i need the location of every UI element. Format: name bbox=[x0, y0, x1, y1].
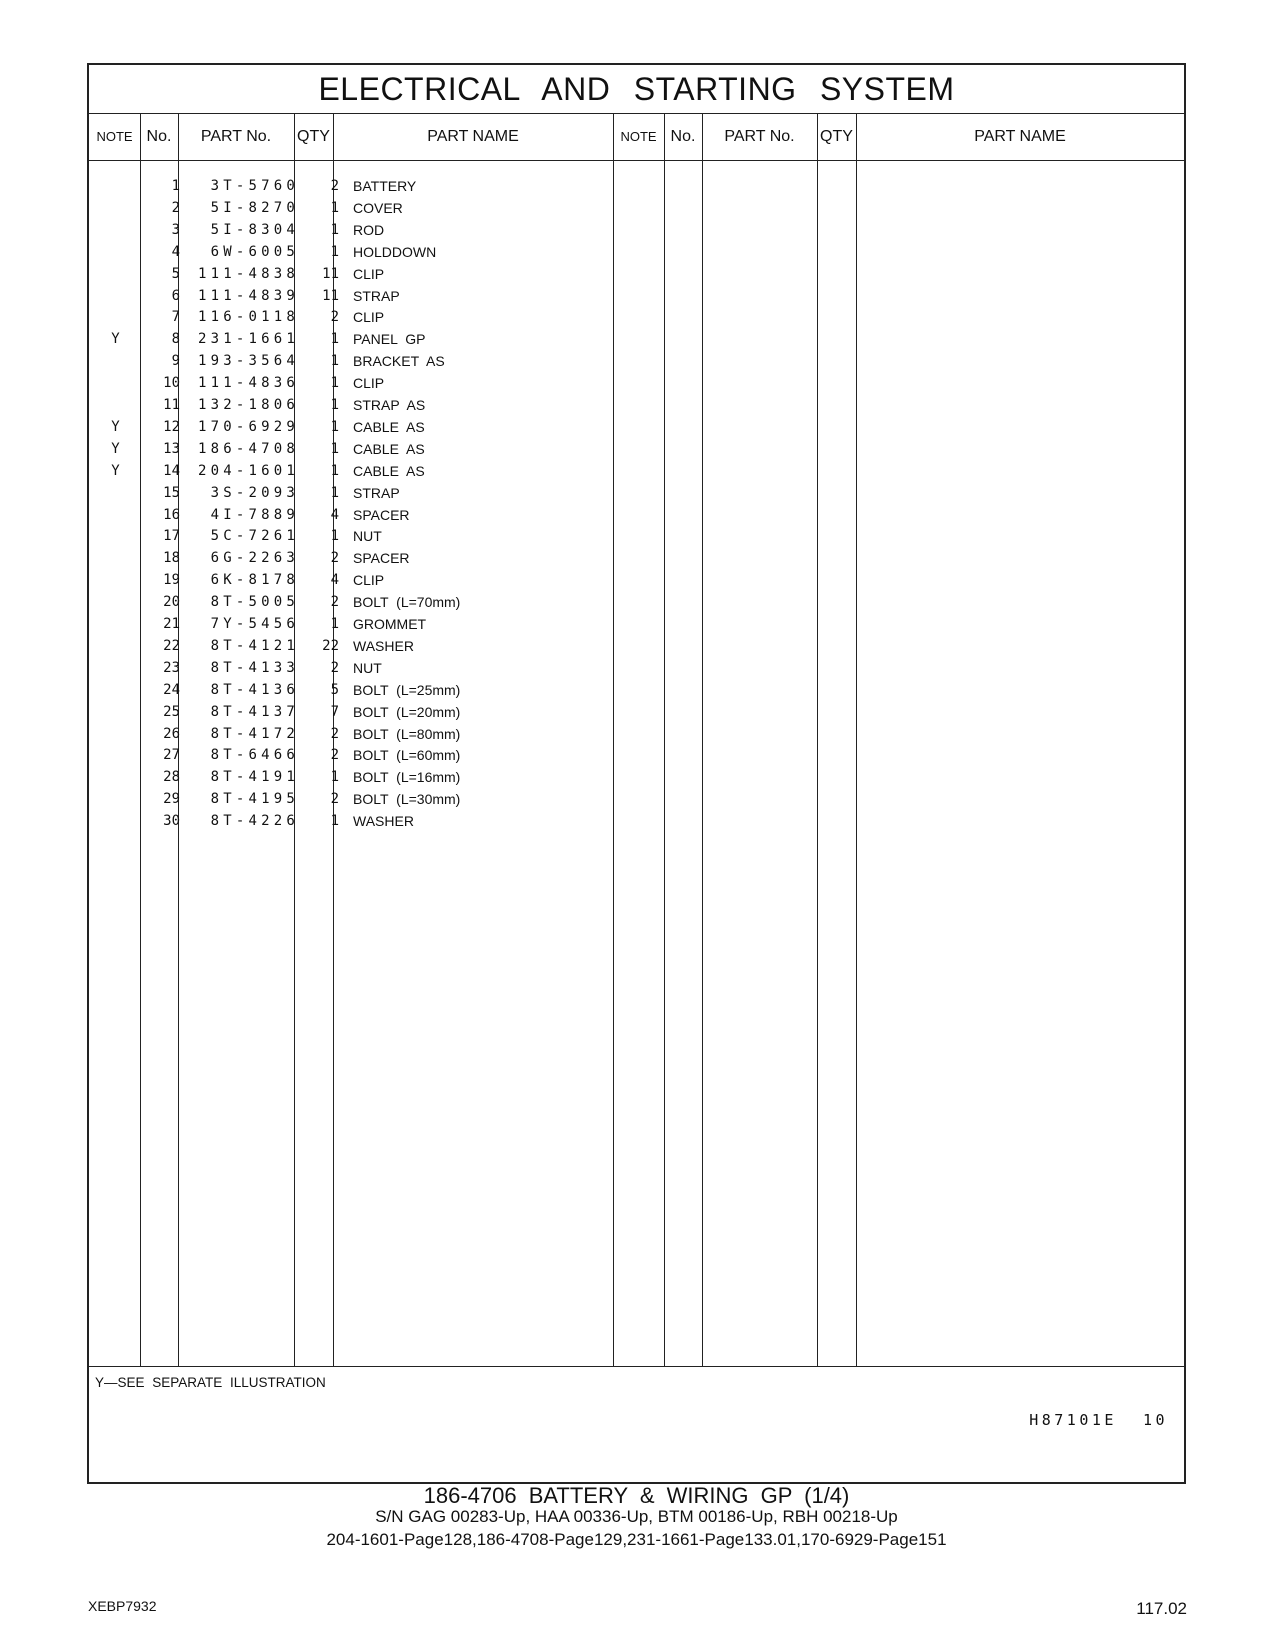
item-number-cell: 4 bbox=[171, 243, 180, 260]
quantity-cell: 4 bbox=[330, 572, 339, 589]
part-number-cell: 8T-4191 bbox=[210, 769, 299, 786]
item-number-cell: 24 bbox=[163, 681, 180, 698]
part-number-cell: 8T-4195 bbox=[210, 791, 299, 808]
note-cell: Y bbox=[111, 418, 120, 435]
part-number-cell: 3S-2093 bbox=[210, 484, 299, 501]
part-name-cell: PANEL GP bbox=[353, 331, 426, 348]
header-note-right: NOTE bbox=[620, 129, 657, 144]
header-part-name: PART NAME bbox=[427, 128, 519, 145]
table-row bbox=[89, 701, 1184, 724]
item-number-cell: 13 bbox=[163, 440, 180, 457]
quantity-cell: 11 bbox=[322, 265, 339, 282]
quantity-cell: 2 bbox=[330, 309, 339, 326]
part-number-cell: 8T-4226 bbox=[210, 813, 299, 830]
part-name-cell: SPACER bbox=[353, 506, 410, 523]
table-row bbox=[89, 525, 1184, 548]
table-row bbox=[89, 350, 1184, 373]
table-row bbox=[89, 657, 1184, 680]
part-name-cell: BOLT (L=80mm) bbox=[353, 725, 461, 742]
part-number-cell: 6G-2263 bbox=[210, 550, 299, 567]
document-id: XEBP7932 bbox=[88, 1598, 157, 1614]
item-number-cell: 20 bbox=[163, 594, 180, 611]
part-name-cell: CLIP bbox=[353, 572, 385, 589]
group-caption: 186-4706 BATTERY & WIRING GP (1/4) bbox=[423, 1483, 850, 1508]
table-row bbox=[89, 547, 1184, 570]
quantity-cell: 1 bbox=[330, 440, 339, 457]
table-row bbox=[89, 504, 1184, 527]
quantity-cell: 1 bbox=[330, 462, 339, 479]
part-number-cell: 132-1806 bbox=[197, 397, 299, 413]
item-number-cell: 23 bbox=[163, 659, 180, 676]
part-name-cell: COVER bbox=[353, 199, 403, 216]
item-number-cell: 11 bbox=[163, 397, 180, 413]
part-number-cell: 111-4836 bbox=[197, 375, 299, 392]
quantity-cell: 11 bbox=[322, 287, 339, 304]
item-number-cell: 19 bbox=[163, 572, 180, 589]
serial-range: S/N GAG 00283-Up, HAA 00336-Up, BTM 00186-Up, RBH 00218-Up bbox=[375, 1507, 898, 1526]
part-number-cell: 186-4708 bbox=[197, 440, 299, 457]
item-number-cell: 30 bbox=[163, 813, 180, 830]
part-number-cell: 8T-4121 bbox=[210, 637, 299, 654]
item-number-cell: 14 bbox=[163, 462, 180, 479]
part-name-cell: BOLT (L=16mm) bbox=[353, 769, 461, 786]
part-name-cell: CABLE AS bbox=[353, 440, 425, 457]
part-number-cell: 116-0118 bbox=[197, 309, 299, 326]
quantity-cell: 2 bbox=[330, 725, 339, 742]
part-name-cell: WASHER bbox=[353, 813, 414, 830]
quantity-cell: 1 bbox=[330, 769, 339, 786]
item-number-cell: 2 bbox=[171, 199, 180, 216]
table-row bbox=[89, 285, 1184, 308]
part-number-cell: 8T-4133 bbox=[210, 659, 299, 676]
quantity-cell: 1 bbox=[330, 397, 339, 413]
part-number-cell: 8T-6466 bbox=[210, 747, 299, 764]
part-name-cell: NUT bbox=[353, 659, 382, 676]
header-note: NOTE bbox=[96, 129, 133, 144]
quantity-cell: 1 bbox=[330, 221, 339, 238]
table-row bbox=[89, 306, 1184, 329]
header-part-no: PART No. bbox=[200, 128, 272, 145]
quantity-cell: 1 bbox=[330, 243, 339, 260]
quantity-cell: 1 bbox=[330, 375, 339, 392]
item-number-cell: 22 bbox=[163, 637, 180, 654]
note-cell: Y bbox=[111, 462, 120, 479]
illustration-page: 10 bbox=[1142, 1411, 1168, 1429]
note-cell: Y bbox=[111, 331, 120, 348]
table-row bbox=[89, 438, 1184, 461]
table-row bbox=[89, 679, 1184, 702]
table-row bbox=[89, 569, 1184, 592]
part-number-cell: 3T-5760 bbox=[210, 178, 299, 194]
item-number-cell: 29 bbox=[163, 791, 180, 808]
part-number-cell: 5I-8304 bbox=[210, 221, 299, 238]
item-number-cell: 6 bbox=[171, 287, 180, 304]
table-row bbox=[89, 328, 1184, 351]
item-number-cell: 12 bbox=[163, 418, 180, 435]
part-number-cell: 231-1661 bbox=[197, 331, 299, 348]
illustration-code: H87101E bbox=[1029, 1411, 1117, 1429]
item-number-cell: 15 bbox=[163, 484, 180, 501]
part-number-cell: 6K-8178 bbox=[210, 572, 299, 589]
part-name-cell: CABLE AS bbox=[353, 418, 425, 435]
part-number-cell: 111-4838 bbox=[197, 265, 299, 282]
header-no: No. bbox=[146, 128, 172, 145]
quantity-cell: 1 bbox=[330, 484, 339, 501]
quantity-cell: 4 bbox=[330, 506, 339, 523]
table-row bbox=[89, 635, 1184, 658]
quantity-cell: 1 bbox=[330, 418, 339, 435]
part-name-cell: BOLT (L=20mm) bbox=[353, 703, 461, 720]
table-row bbox=[89, 482, 1184, 505]
part-number-cell: 6W-6005 bbox=[210, 243, 299, 260]
item-number-cell: 8 bbox=[171, 331, 180, 348]
quantity-cell: 2 bbox=[330, 178, 339, 194]
table-row bbox=[89, 175, 1184, 198]
quantity-cell: 1 bbox=[330, 331, 339, 348]
page-number: 117.02 bbox=[1136, 1599, 1187, 1618]
header-qty-right: QTY bbox=[820, 128, 853, 145]
item-number-cell: 17 bbox=[163, 528, 180, 545]
quantity-cell: 22 bbox=[322, 637, 339, 654]
quantity-cell: 2 bbox=[330, 747, 339, 764]
page-references: 204-1601-Page128,186-4708-Page129,231-1661-Page133.01,170-6929-Page151 bbox=[326, 1530, 947, 1549]
part-number-cell: 8T-5005 bbox=[210, 594, 299, 611]
page-title: ELECTRICAL AND STARTING SYSTEM bbox=[89, 65, 1184, 114]
item-number-cell: 27 bbox=[163, 747, 180, 764]
part-name-cell: BOLT (L=30mm) bbox=[353, 791, 461, 808]
quantity-cell: 2 bbox=[330, 594, 339, 611]
part-name-cell: BOLT (L=60mm) bbox=[353, 747, 461, 764]
item-number-cell: 26 bbox=[163, 725, 180, 742]
item-number-cell: 18 bbox=[163, 550, 180, 567]
part-name-cell: BRACKET AS bbox=[353, 353, 445, 370]
item-number-cell: 9 bbox=[171, 353, 180, 370]
header-qty: QTY bbox=[297, 128, 330, 145]
part-number-cell: 8T-4172 bbox=[210, 725, 299, 742]
table-row bbox=[89, 263, 1184, 286]
item-number-cell: 7 bbox=[171, 309, 180, 326]
part-name-cell: GROMMET bbox=[353, 616, 427, 632]
part-number-cell: 5I-8270 bbox=[210, 199, 299, 216]
quantity-cell: 2 bbox=[330, 659, 339, 676]
quantity-cell: 2 bbox=[330, 550, 339, 567]
table-row bbox=[89, 723, 1184, 746]
quantity-cell: 1 bbox=[330, 616, 339, 632]
part-name-cell: BATTERY bbox=[353, 178, 417, 194]
part-name-cell: ROD bbox=[353, 221, 385, 238]
header-part-no-right: PART No. bbox=[724, 128, 795, 145]
part-number-cell: 111-4839 bbox=[197, 287, 299, 304]
quantity-cell: 1 bbox=[330, 199, 339, 216]
part-name-cell: CABLE AS bbox=[353, 462, 425, 479]
quantity-cell: 7 bbox=[330, 703, 339, 720]
table-row bbox=[89, 241, 1184, 264]
item-number-cell: 10 bbox=[163, 375, 180, 392]
header-no-right: No. bbox=[670, 128, 696, 145]
table-row bbox=[89, 416, 1184, 439]
table-row bbox=[89, 591, 1184, 614]
item-number-cell: 3 bbox=[171, 221, 180, 238]
part-name-cell: STRAP bbox=[353, 484, 400, 501]
notes-area bbox=[89, 1366, 1184, 1485]
part-number-cell: 8T-4136 bbox=[210, 681, 299, 698]
part-name-cell: SPACER bbox=[353, 550, 410, 567]
item-number-cell: 25 bbox=[163, 703, 180, 720]
item-number-cell: 16 bbox=[163, 506, 180, 523]
table-row bbox=[89, 788, 1184, 811]
header-part-name-right: PART NAME bbox=[974, 128, 1066, 145]
part-number-cell: 4I-7889 bbox=[210, 506, 299, 523]
quantity-cell: 5 bbox=[330, 681, 339, 698]
table-row bbox=[89, 394, 1184, 417]
item-number-cell: 21 bbox=[163, 616, 180, 632]
part-number-cell: 5C-7261 bbox=[210, 528, 299, 545]
part-name-cell: BOLT (L=25mm) bbox=[353, 681, 461, 698]
part-name-cell: CLIP bbox=[353, 265, 385, 282]
part-name-cell: STRAP AS bbox=[353, 397, 426, 413]
table-row bbox=[89, 613, 1184, 636]
part-name-cell: STRAP bbox=[353, 287, 400, 304]
quantity-cell: 1 bbox=[330, 813, 339, 830]
part-number-cell: 7Y-5456 bbox=[210, 616, 299, 632]
item-number-cell: 1 bbox=[171, 178, 180, 194]
part-name-cell: HOLDDOWN bbox=[353, 243, 437, 260]
illustration-reference bbox=[1029, 1411, 1168, 1429]
part-name-cell: CLIP bbox=[353, 375, 385, 392]
table-row bbox=[89, 766, 1184, 789]
part-number-cell: 193-3564 bbox=[197, 353, 299, 370]
part-number-cell: 170-6929 bbox=[197, 418, 299, 435]
part-number-cell: 8T-4137 bbox=[210, 703, 299, 720]
table-row bbox=[89, 460, 1184, 483]
quantity-cell: 1 bbox=[330, 353, 339, 370]
item-number-cell: 28 bbox=[163, 769, 180, 786]
quantity-cell: 1 bbox=[330, 528, 339, 545]
legend-note: Y—SEE SEPARATE ILLUSTRATION bbox=[95, 1375, 326, 1390]
table-row bbox=[89, 744, 1184, 767]
quantity-cell: 2 bbox=[330, 791, 339, 808]
parts-table-body bbox=[89, 160, 1184, 1366]
part-name-cell: BOLT (L=70mm) bbox=[353, 594, 461, 611]
part-name-cell: NUT bbox=[353, 528, 382, 545]
note-cell: Y bbox=[111, 440, 120, 457]
part-name-cell: CLIP bbox=[353, 309, 385, 326]
part-name-cell: WASHER bbox=[353, 637, 414, 654]
parts-list-frame bbox=[87, 63, 1186, 1484]
part-number-cell: 204-1601 bbox=[197, 462, 299, 479]
column-header-row bbox=[89, 113, 1184, 161]
table-row bbox=[89, 372, 1184, 395]
item-number-cell: 5 bbox=[171, 265, 180, 282]
table-row bbox=[89, 219, 1184, 242]
table-row bbox=[89, 810, 1184, 833]
table-row bbox=[89, 197, 1184, 220]
